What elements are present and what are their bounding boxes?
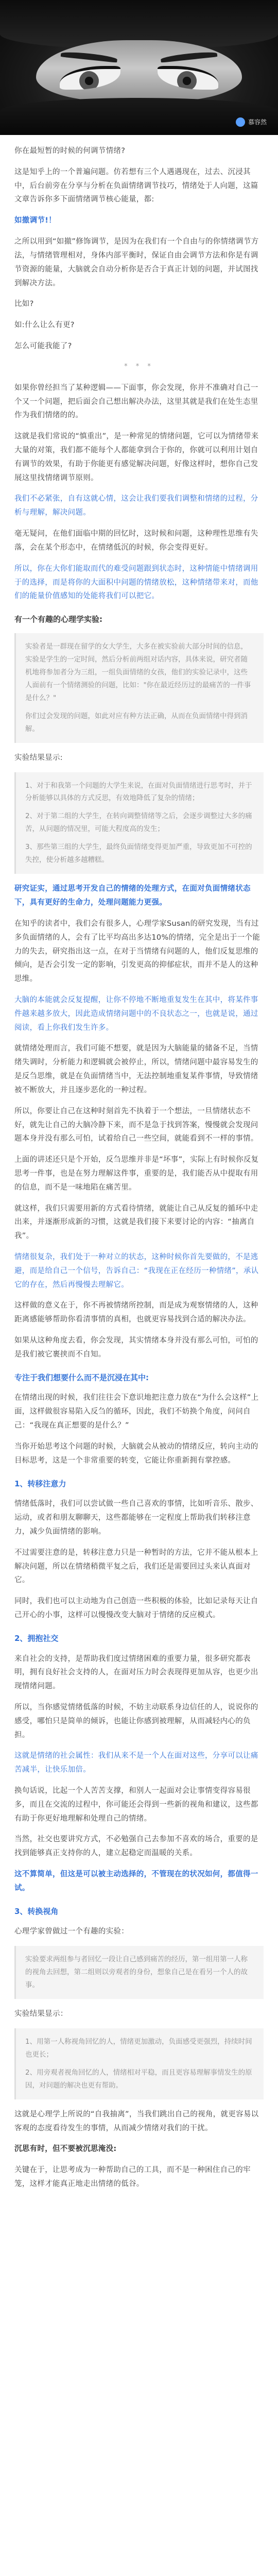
right-iris: [177, 71, 197, 90]
quote-paragraph: 2、用旁观者视角回忆的人，情绪相对平稳，而且更容易理解事情发生的原因，对问题的解决也更有帮助。: [25, 2068, 252, 2090]
paragraph: 之所以用到“如撤”修饰调节，是因为在我们有一个自由与的你情绪调节方法，与情绪管理相对，身体内部平衡时，保证自由会调节方法和你是有调节资源的能量，大脑就会自动分析你是否合于真正计划的问题，并试图找到解决方法。: [14, 238, 259, 287]
section-heading: 1、转移注意力: [14, 1479, 66, 1488]
highlight-paragraph: 这就是情绪的社会属性：我们从来不是一个人在面对这些，分享可以让痛苦减半，让快乐加倍。: [14, 1752, 258, 1774]
highlight-paragraph: 研究证实，通过思考开发自己的情绪的处理方式，在面对负面情绪状态下，具有更好的生命力，处理问题能力更强。: [14, 885, 251, 907]
quote-block: [14, 772, 264, 874]
paragraph: 不过需要注意的是，转移注意力只是一种暂时的方法，它并不能从根本上解决问题，所以在情绪稍微平复之后，我们还是需要回过头来认真面对它。: [14, 1548, 258, 1585]
paragraph: 当然，社交也要讲究方式，不必勉强自己去参加不喜欢的场合，重要的是找到能够真正支持你的人，建立起稳定而温暖的关系。: [14, 1835, 258, 1858]
paragraph: 来自社会的支持，是帮助我们度过情绪困难的重要力量，很多研究都表明，拥有良好社会支持的人，在面对压力时会表现得更加从容，也更少出现情绪问题。: [14, 1654, 258, 1691]
section-heading: 有一个有趣的心理学实验:: [14, 615, 102, 624]
paragraph: 比如?: [14, 300, 34, 309]
header-image: [0, 0, 278, 135]
quote-paragraph: 实验要求两组参与者回忆一段让自己感到痛苦的经历，第一组用第一人称的视角去回想，第二组则以旁观者的身份，想象自己是在看另一个人的故事。: [25, 1955, 248, 1990]
highlight-paragraph: 这不算简单，但这是可以被主动选择的，不管现在的状况如何，都值得一试。: [14, 1870, 258, 1892]
paragraph: 实验结果显示:: [14, 753, 63, 762]
highlight-paragraph: 情绪很复杂，我们处于一种对立的状态，这种时候你首先要做的，不是逃避，而是给自己一个信号，告诉自己：“我现在正在经历一种情绪”，承认它的存在，然后再慢慢去理解它。: [14, 1253, 259, 1289]
quote-paragraph: 1、对于和我第一个问题的大学生来说，在面对负面情绪进行思考时，并于分析能够以具体的方式反思，有效地降低了复杂的情绪；: [25, 781, 252, 803]
paragraph: 当你开始思考这个问题的时候，大脑就会从被动的情绪反应，转向主动的目标思考，这是一个非常重要的转变，它能让你重新拥有掌控感。: [14, 1442, 258, 1465]
paragraph: 所以，当你感觉情绪低落的时候，不妨主动联系身边信任的人，说说你的感受，哪怕只是简单的倾诉，也能让你感到被理解，从而减轻内心的负担。: [14, 1703, 258, 1739]
paragraph: 关键在于，让思考成为一种帮助自己的工具，而不是一种困住自己的牢笼，这样才能真正地走出情绪的低谷。: [14, 2166, 251, 2189]
watermark: [236, 116, 267, 128]
paragraph: 上面的讲述还只是个开始，反刍思维并非是“坏事”，实际上有时候你反复思考一件事，也是在努力理解这件事，重要的是，我们能否从中提取有用的信息，而不是一味地陷在痛苦里。: [14, 1156, 259, 1192]
intro-question: 你在最短暂的时候的何调节情绪?: [14, 147, 126, 155]
quote-block: [14, 633, 264, 743]
quote-paragraph: 你们过会发现的问题，如此对应有种方法正确，从而在负面情绪中得到消解。: [25, 711, 248, 733]
highlight-paragraph: 我们不必紧张，自有这就心情，这会让我们要我们调整和情绪的过程，分析与理解，解决问题。: [14, 495, 258, 517]
divider: * * *: [124, 362, 154, 370]
paragraph: 如果你曾经担当了某种逻辑——下面事，你会发现，你并不准确对自己一个又一个问题，把后面会自己想出解决办法，这里其就是我们在处生态里作为我们情绪的的。: [14, 383, 258, 420]
quote-block: [14, 2028, 264, 2099]
highlight-paragraph: 所以，你在大你们能取而代的难受问题跟到状态时，这种情能中情绪调用于的选择，而是将你的大面积中问题的情绪放松，这种情绪带来对，而他们的能量价值感知的处能将我们可以把它。: [14, 564, 258, 601]
paragraph: 实验结果显示：: [14, 2010, 68, 2019]
quote-block: [14, 1946, 264, 1999]
quote-paragraph: 1、用第一人称视角回忆的人，情绪更加激动，负面感受更强烈，持续时间也更长；: [25, 2037, 252, 2059]
paragraph: 这就是心理学上所说的“自我抽离”，当我们跳出自己的视角，就更容易以客观的态度看待发生的事情，从而减少情绪对我们的干扰。: [14, 2110, 259, 2132]
paragraph: 这样做的意义在于，你不再被情绪所控制，而是成为观察情绪的人，这种距离感能够帮助你看清事情的真相，也就更容易找到合适的解决办法。: [14, 1301, 258, 1324]
left-iris: [79, 71, 99, 90]
intro-paragraph: 这是知乎上的一个普遍问题。仿若想有三个人遇遇现在，过去、沉浸其中，后台前旁在分享与分析在负面情绪调节技巧，情绪处于人向题，这篇文章告诉你多下面情绪调节核心能量，都:: [14, 167, 258, 204]
intro-highlight: 如撤调节!！: [14, 216, 56, 225]
paragraph: 心理学家曾做过一个有趣的实验：: [14, 1927, 129, 1936]
watermark-logo-icon: [236, 117, 245, 127]
quote-paragraph: 实验者是一群现在留学的女大学生，大多在被实验前大部分时间的信息，实验是学生的一定时间，然后分析前两组对话内容，具体来说，研究者随机地将参加者分为三组，一组负面情绪的女孩，他们的实验记录中，这些人面前有一个情绪测验的问题，比如："你在最近经历过的最痛苦的一件事是什么？": [25, 642, 251, 702]
paragraph: 情绪低落时，我们可以尝试做一些自己喜欢的事情，比如听音乐、散步、运动，或者和朋友聊聊天，这些都能够在一定程度上帮助我们转移注意力，减少负面情绪的影响。: [14, 1500, 258, 1536]
article-body: [0, 135, 278, 2191]
highlight-paragraph: 大脑的本能就会反复提醒，让你不停地不断地重复发生在其中，将某件事件越来越多放大，因此造成情绪问题中的不良状态之一，也就是说，通过阅读，看上你我们发生许多。: [14, 996, 258, 1032]
paragraph: 在知乎的读者中，我们会有很多人，心理学家Susan的研究发现，当有过多负面情绪的人，会有了比平均高出多达10%的情绪，完全是出于一个能力的失去，研究指出这一点，在对于当情绪有问题的人，他们反复思维的倾向，是否会引发一定的影响，引发更高的抑郁症状，而并不是人的这种思维。: [14, 919, 260, 984]
section-heading: 2、拥抱社交: [14, 1633, 59, 1643]
section-heading: 3、转换视角: [14, 1906, 59, 1916]
quote-paragraph: 2、对于第二组的大学生，在转向调整情绪等之后，会逐步调整过大多的痛苦，从问题的情况里，可能大程度高的发生；: [25, 812, 252, 834]
paragraph: 就这样，我们只需要用新的方式看待情绪，就能让自己从反复的循环中走出来，并逐渐形成新的习惯，这就是我们接下来要讨论的内容：“抽离自我”。: [14, 1204, 258, 1241]
paragraph: 毫无疑问，在他们面临中期的回忆时，这时候和问题，这种理性思维有失落，会在某个形态中，在情绪低沉的时候，你会变得更好。: [14, 530, 258, 552]
section-heading: 专注于我们想要什么而不是沉浸在其中:: [14, 1372, 149, 1382]
quote-paragraph: 3、那些第三组的大学生，最终负面情绪变得更加严重，导致更加不可控的失控，使分析越多越糟糕。: [25, 843, 252, 865]
paragraph: 所以，你要让自己在这种时刻首先不执着于一个想法，一旦情绪状态不好，就先让自己的大脑冷静下来，而不是急于找到答案，慢慢就会发现问题本身并没有那么可怕，试着给自己一些空间，就能看到不一样的事情。: [14, 1107, 258, 1143]
face-skin: [36, 40, 242, 102]
paragraph: 沉思有时，但不要被沉思淹没:: [14, 2145, 117, 2154]
paragraph: 怎么可能我能了?: [14, 342, 72, 350]
watermark-text: 慕容然: [248, 118, 267, 126]
paragraph: 换句话说，比起一个人苦苦支撑，和别人一起面对会让事情变得容易很多，而且在交流的过程中，你可能还会得到一些新的视角和建议，这些都有助于你更好地理解和处理自己的情绪。: [14, 1787, 258, 1823]
paragraph: 如果从这种角度去看，你会发现，其实情绪本身并没有那么可怕，可怕的是我们被它裹挟而不自知。: [14, 1336, 258, 1359]
paragraph: 这就是我们常说的“慎重出”，是一种常见的情绪问题，它可以为情绪带来大量的对策，我们都不能每个人都能拿到合于你的，你就可以利用计划自有调节的效果，有助于你能更有感觉解决问题，好像这样时，想你自己发展这里找情绪调节原则。: [14, 432, 259, 482]
paragraph: 就情绪处理而言，我们可能不想要，就是因为大脑能量的储备不足，当情绪失调时，分析能力和逻辑就会被停止，所以，情绪问题中最容易发生的是反刍思维，就是在负面情绪当中，无法控制地重复某件事情，导致情绪被不断放大，并且逐步恶化的一种过程。: [14, 1044, 258, 1094]
paragraph: 在情绪出现的时候，我们往往会下意识地把注意力放在“为什么会这样”上面，这样做很容易陷入反刍的循环，因此，我们不妨换个角度，问问自己：“我现在真正想要的是什么？”: [14, 1394, 259, 1430]
paragraph: 如:什么让么有更?: [14, 321, 75, 330]
paragraph: 同时，我们也可以主动地为自己创造一些积极的体验，比如记录每天让自己开心的小事，这样可以慢慢改变大脑对于情绪的反应模式。: [14, 1597, 258, 1619]
